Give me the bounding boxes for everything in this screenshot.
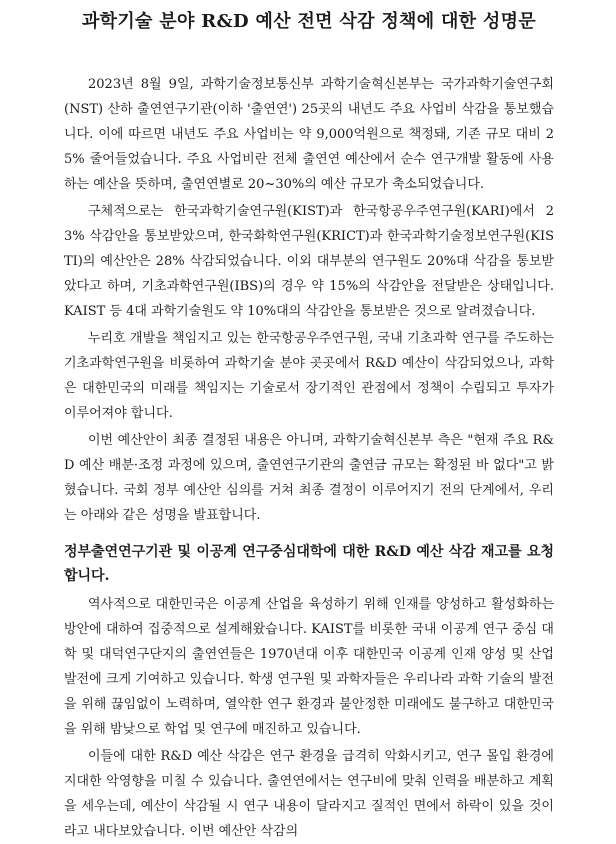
intro-paragraph-4: 이번 예산안이 최종 결정된 내용은 아니며, 과학기술혁신본부 측은 "현재 주요 R&D 예산 배분·조정 과정에 있으며, 출연연구기관의 출연금 규모는 확정된 바 없다"고 밝혔습니다. 국회 정부 예산안 심의를 거쳐 최종 결정이 이루어지기 전의 단계에서, 우리는 아래와 같은 성명을 발표합니다.: [64, 433, 554, 523]
intro-paragraph-2: 구체적으로는 한국과학기술연구원(KIST)과 한국항공우주연구원(KARI)에서 23% 삭감안을 통보받았으며, 한국화학연구원(KRICT)과 한국과학기술정보연구원(KISTI)의 예산안은 28% 삭감되었습니다. 이외 대부분의 연구원도 20%대 삭감을 통보받았다고 하며, 기초과학연구원(IBS)의 경우 약 15%의 삭감안을 전달받은 상태입니다. KAIST 등 4대 과학기술원도 약 10%대의 삭감안을 통보받은 것으로 알려졌습니다.: [64, 204, 554, 319]
section-heading: 정부출연연구기관 및 이공계 연구중심대학에 대한 R&D 예산 삭감 재고를 요청합니다.: [64, 544, 554, 584]
intro-paragraph-3: 누리호 개발을 책임지고 있는 한국항공우주연구원, 국내 기초과학 연구를 주도하는 기초과학연구원을 비롯하여 과학기술 분야 곳곳에서 R&D 예산이 삭감되었으나, 과학은 대한민국의 미래를 책임지는 기술로서 장기적인 관점에서 정책이 수립되고 투자가 이루어져야 합니다.: [64, 331, 554, 421]
section-paragraph-1: 역사적으로 대한민국은 이공계 산업을 육성하기 위해 인재를 양성하고 활성화하는 방안에 대하여 집중적으로 설계해왔습니다. KAIST를 비롯한 국내 이공계 연구 중심 대학 및 대덕연구단지의 출연연들은 1970년대 이후 대한민국 이공계 인재 양성 및 산업 발전에 크게 기여하고 있습니다. 학생 연구원 및 과학자들은 우리나라 과학 기술의 발전을 위해 끊임없이 노력하며, 열악한 연구 환경과 불안정한 미래에도 불구하고 대한민국을 위해 밤낮으로 학업 및 연구에 매진하고 있습니다.: [64, 597, 554, 737]
document-title: 과학기술 분야 R&D 예산 전면 삭감 정책에 대한 성명문: [81, 11, 536, 32]
intro-paragraph-1: 2023년 8월 9일, 과학기술정보통신부 과학기술혁신본부는 국가과학기술연구회(NST) 산하 출연연구기관(이하 '출연연') 25곳의 내년도 주요 사업비 삭감을 통보했습니다. 이에 따르면 내년도 주요 사업비는 약 9,000억원으로 책정돼, 기존 규모 대비 25% 줄어들었습니다. 주요 사업비란 전체 출연연 예산에서 순수 연구개발 활동에 사용하는 예산을 뜻하며, 출연연별로 20~30%의 예산 규모가 축소되었습니다.: [64, 77, 554, 192]
section-paragraph-2: 이들에 대한 R&D 예산 삭감은 연구 환경을 급격히 악화시키고, 연구 몰입 환경에 지대한 악영향을 미칠 수 있습니다. 출연연에서는 연구비에 맞춰 인력을 배분하고 계획을 세우는데, 예산이 삭감될 시 연구 내용이 달라지고 질적인 면에서 하락이 있을 것이라고 내다보았습니다. 이번 예산안 삭감의: [64, 749, 554, 839]
